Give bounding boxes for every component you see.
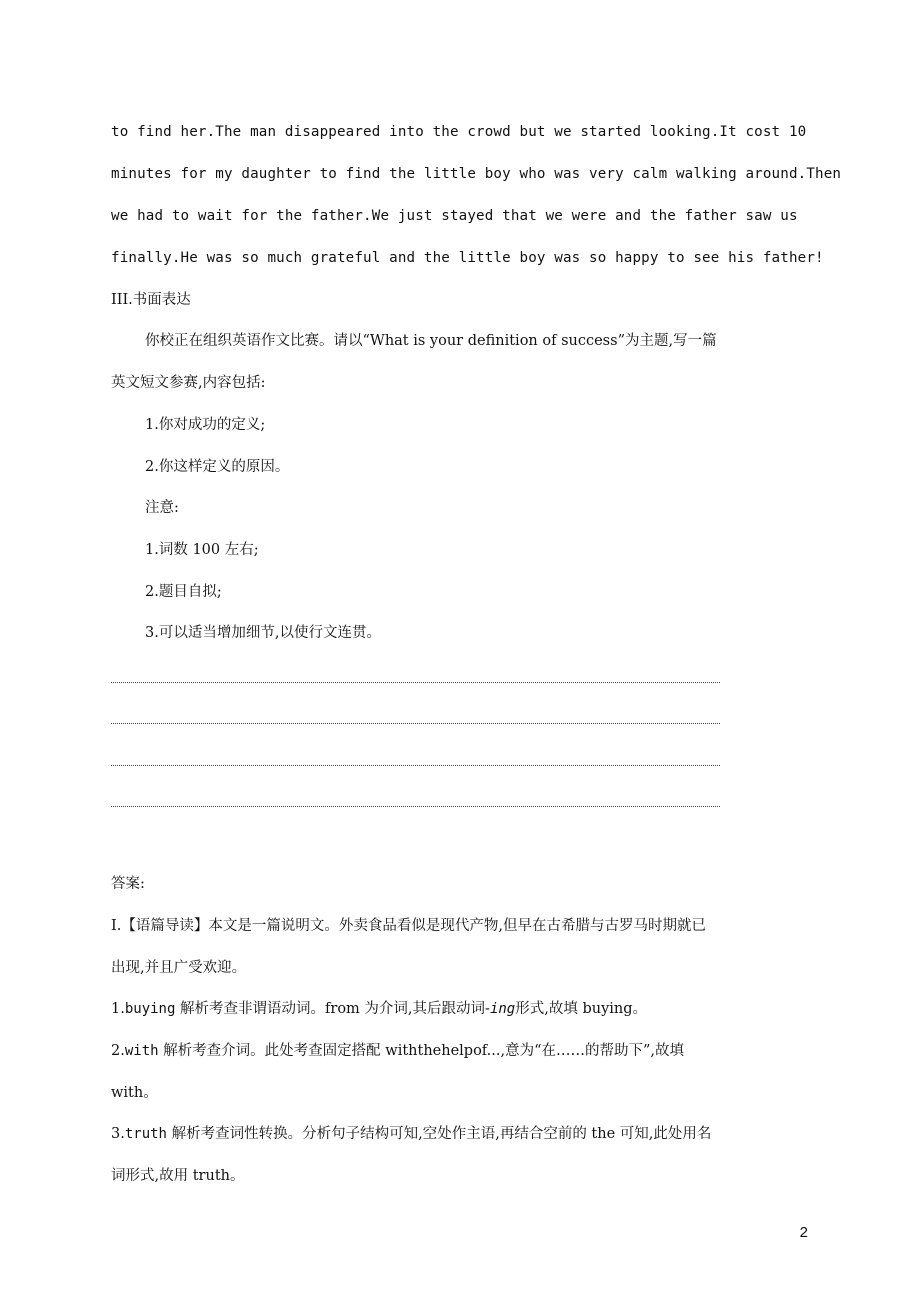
note-1: 1.词数 100 左右; [145, 542, 259, 558]
answer-2-number: 2. [111, 1043, 125, 1059]
answer-2 [111, 1041, 684, 1061]
page-number: 2 [799, 1224, 808, 1241]
passage-line-3: we had to wait for the father.We just stayed that we were and the father saw us [111, 208, 798, 224]
answer-2-explanation: 解析考查介词。此处考查固定搭配 withthehelpof...,意为“在……的帮助下”,故填 [158, 1043, 685, 1059]
answer-2-continuation: with。 [111, 1085, 158, 1101]
answer-1-explanation-end: 形式,故填 buying。 [515, 1001, 648, 1017]
writing-prompt-line-1: 你校正在组织英语作文比赛。请以“What is your definition of success”为主题,写一篇 [145, 333, 717, 349]
answer-rule-4 [111, 806, 720, 807]
note-2: 2.题目自拟; [145, 584, 222, 600]
answer-rule-2 [111, 723, 720, 724]
answer-1-ing: ing [489, 1001, 516, 1017]
answers-label: 答案: [111, 876, 145, 892]
passage-line-4: finally.He was so much grateful and the little boy was so happy to see his father! [111, 250, 824, 266]
answer-3-explanation: 解析考查词性转换。分析句子结构可知,空处作主语,再结合空前的 the 可知,此处用名 [167, 1126, 712, 1142]
answer-3-number: 3. [111, 1126, 125, 1142]
passage-line-1: to find her.The man disappeared into the crowd but we started looking.It cost 10 [111, 124, 807, 140]
answer-rule-1 [111, 682, 720, 683]
answer-3 [111, 1124, 711, 1144]
note-3: 3.可以适当增加细节,以使行文连贯。 [145, 625, 381, 641]
notes-label: 注意: [145, 500, 179, 516]
passage-line-2: minutes for my daughter to find the little boy who was very calm walking around.Then [111, 166, 842, 182]
content-item-2: 2.你这样定义的原因。 [145, 459, 290, 475]
answer-1 [111, 999, 647, 1019]
answer-3-word: truth [124, 1126, 167, 1142]
answer-1-explanation: 解析考查非谓语动词。from 为介词,其后跟动词- [175, 1001, 490, 1017]
answers-intro-line-1: Ⅰ.【语篇导读】本文是一篇说明文。外卖食品看似是现代产物,但早在古希腊与古罗马时期就已 [111, 918, 706, 934]
answer-1-number: 1. [111, 1001, 125, 1017]
writing-prompt-line-2: 英文短文参赛,内容包括: [111, 375, 266, 391]
answer-2-word: with [124, 1043, 159, 1059]
answer-rule-3 [111, 765, 720, 766]
answer-3-continuation: 词形式,故用 truth。 [111, 1168, 245, 1184]
answer-1-word: buying [124, 1001, 176, 1017]
content-item-1: 1.你对成功的定义; [145, 417, 266, 433]
writing-section-heading: III.书面表达 [111, 292, 191, 308]
answers-intro-line-2: 出现,并且广受欢迎。 [111, 960, 247, 976]
